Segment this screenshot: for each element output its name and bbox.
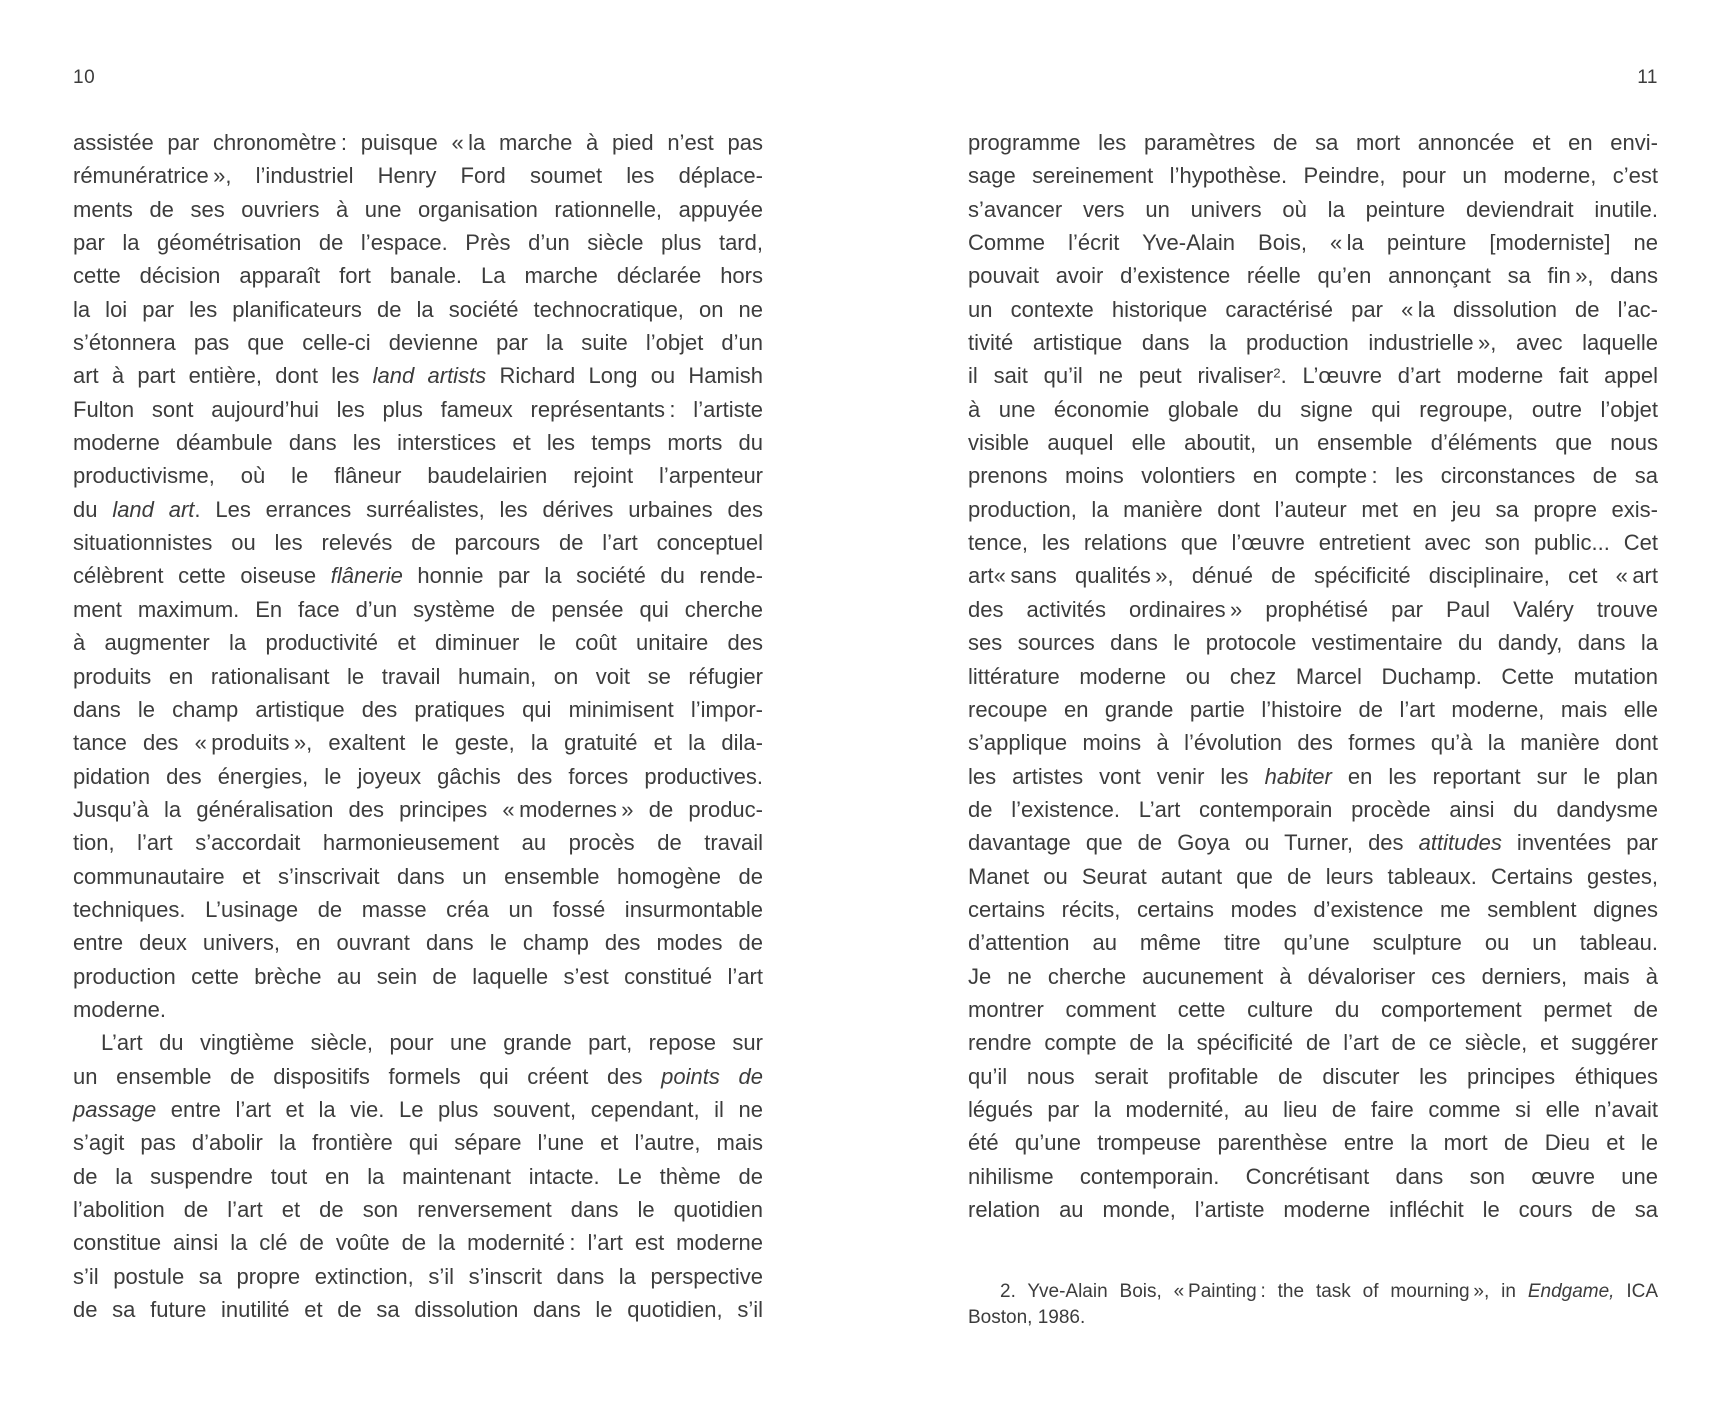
- text-line: qu’il nous serait profitable de discuter les principes éthiques: [968, 1063, 1658, 1089]
- text-line: visible auquel elle aboutit, un ensemble d’éléments que nous: [968, 430, 1658, 456]
- text-line: s’applique moins à l’évolution des formes qu’à la manière dont: [968, 730, 1658, 756]
- text-line: tence, les relations que l’œuvre entretient avec son public... Cet: [968, 530, 1658, 556]
- text-line: célèbrent cette oiseuse flânerie honnie par la société du rende-: [73, 563, 763, 589]
- text-line: s’avancer vers un univers où la peinture deviendrait inutile.: [968, 196, 1658, 222]
- text-line: nihilisme contemporain. Concrétisant dans son œuvre une: [968, 1163, 1658, 1189]
- footnote: [968, 1279, 1658, 1331]
- text-line: à augmenter la productivité et diminuer le coût unitaire des: [73, 630, 763, 656]
- text-line: produits en rationalisant le travail humain, on voit se réfugier: [73, 663, 763, 689]
- text-line: ments de ses ouvriers à une organisation rationnelle, appuyée: [73, 196, 763, 222]
- text-line: production, la manière dont l’auteur met en jeu sa propre exis-: [968, 496, 1658, 522]
- text-line: art« sans qualités », dénué de spécificité disciplinaire, cet « art: [968, 563, 1658, 589]
- text-line: montrer comment cette culture du comportement permet de: [968, 996, 1658, 1022]
- text-line: rémunératrice », l’industriel Henry Ford soumet les déplace-: [73, 163, 763, 189]
- text-line: ment maximum. En face d’un système de pensée qui cherche: [73, 596, 763, 622]
- text-line: certains récits, certains modes d’existence me semblent dignes: [968, 896, 1658, 922]
- text-line: Manet ou Seurat autant que de leurs tableaux. Certains gestes,: [968, 863, 1658, 889]
- text-line: tance des « produits », exaltent le geste, la gratuité et la dila-: [73, 730, 763, 756]
- text-line: s’agit pas d’abolir la frontière qui sépare l’une et l’autre, mais: [73, 1130, 763, 1156]
- text-line: l’abolition de l’art et de son renversement dans le quotidien: [73, 1197, 763, 1222]
- text-line: de l’existence. L’art contemporain procède ainsi du dandysme: [968, 796, 1658, 822]
- text-line: communautaire et s’inscrivait dans un ensemble homogène de: [73, 863, 763, 889]
- left-page-text-column: [73, 126, 763, 1326]
- text-line: il sait qu’il ne peut rivaliser$^2$. L’œuvre d’art moderne fait appel: [968, 363, 1659, 389]
- text-line: tion, l’art s’accordait harmonieusement au procès de travail: [73, 830, 763, 856]
- text-line: un ensemble de dispositifs formels qui créent des points de: [73, 1063, 763, 1089]
- text-line: constitue ainsi la clé de voûte de la modernité : l’art est moderne: [73, 1230, 763, 1256]
- text-line: Jusqu’à la généralisation des principes « modernes » de produc-: [73, 796, 763, 822]
- text-line: légués par la modernité, au lieu de faire comme si elle n’avait: [968, 1096, 1658, 1122]
- footnote-reference: 2: [1273, 366, 1281, 382]
- text-line: recoupe en grande partie l’histoire de l’art moderne, mais elle: [968, 696, 1658, 722]
- text-line: s’il postule sa propre extinction, s’il s’inscrit dans la perspective: [73, 1263, 763, 1289]
- text-line: Je ne cherche aucunement à dévaloriser ces derniers, mais à: [968, 963, 1658, 989]
- text-line: assistée par chronomètre : puisque « la marche à pied n’est pas: [73, 130, 763, 155]
- text-line: les artistes vont venir les habiter en les reportant sur le plan: [968, 763, 1658, 789]
- footnote-line: Boston, 1986.: [968, 1307, 1086, 1328]
- text-line: littérature moderne ou chez Marcel Duchamp. Cette mutation: [968, 663, 1658, 689]
- text-line: programme les paramètres de sa mort annoncée et en envi-: [968, 130, 1658, 155]
- text-line: par la géométrisation de l’espace. Près d’un siècle plus tard,: [73, 230, 763, 256]
- text-line: du land art. Les errances surréalistes, les dérives urbaines des: [73, 496, 763, 522]
- text-line: ses sources dans le protocole vestimentaire du dandy, dans la: [968, 630, 1658, 656]
- text-line: Fulton sont aujourd’hui les plus fameux représentants : l’artiste: [73, 396, 763, 422]
- text-line: pouvait avoir d’existence réelle qu’en annonçant sa fin », dans: [968, 263, 1658, 289]
- text-line: sage sereinement l’hypothèse. Peindre, pour un moderne, c’est: [968, 163, 1658, 189]
- text-line: entre deux univers, en ouvrant dans le champ des modes de: [73, 930, 763, 956]
- text-line: relation au monde, l’artiste moderne infléchit le cours de sa: [968, 1197, 1658, 1222]
- text-line: cette décision apparaît fort banale. La marche déclarée hors: [73, 263, 763, 289]
- text-line: moderne déambule dans les interstices et les temps morts du: [73, 430, 763, 456]
- text-line: d’attention au même titre qu’une sculpture ou un tableau.: [968, 930, 1658, 956]
- text-line: dans le champ artistique des pratiques qui minimisent l’impor-: [73, 696, 763, 722]
- page-number-right: 11: [1637, 67, 1658, 88]
- text-line: moderne.: [73, 996, 166, 1022]
- text-line: été qu’une trompeuse parenthèse entre la mort de Dieu et le: [968, 1130, 1658, 1156]
- text-line: pidation des énergies, le joyeux gâchis des forces productives.: [73, 763, 763, 789]
- text-line: Comme l’écrit Yve-Alain Bois, « la peinture [moderniste] ne: [968, 230, 1658, 256]
- text-line: art à part entière, dont les land artists Richard Long ou Hamish: [73, 363, 763, 389]
- page-number-left: 10: [73, 67, 96, 88]
- text-line: la loi par les planificateurs de la société technocratique, on ne: [73, 296, 763, 322]
- text-line: L’art du vingtième siècle, pour une grande part, repose sur: [101, 1030, 763, 1056]
- text-line: productivisme, où le flâneur baudelairien rejoint l’arpenteur: [73, 463, 763, 489]
- text-line: de sa future inutilité et de sa dissolution dans le quotidien, s’il: [73, 1297, 763, 1323]
- text-line: davantage que de Goya ou Turner, des attitudes inventées par: [968, 830, 1659, 856]
- text-line: des activités ordinaires » prophétisé par Paul Valéry trouve: [968, 596, 1658, 622]
- right-page-text-column: [968, 126, 1658, 1226]
- text-line: production cette brèche au sein de laquelle s’est constitué l’art: [73, 963, 763, 989]
- text-line: de la suspendre tout en la maintenant intacte. Le thème de: [73, 1163, 763, 1189]
- text-line: passage entre l’art et la vie. Le plus souvent, cependant, il ne: [73, 1096, 763, 1122]
- text-line: à une économie globale du signe qui regroupe, outre l’objet: [968, 396, 1658, 422]
- text-line: s’étonnera pas que celle-ci devienne par la suite l’objet d’un: [73, 330, 763, 356]
- text-line: techniques. L’usinage de masse créa un fossé insurmontable: [73, 896, 763, 922]
- text-line: prenons moins volontiers en compte : les circonstances de sa: [968, 463, 1658, 489]
- text-line: un contexte historique caractérisé par « la dissolution de l’ac-: [968, 296, 1658, 322]
- text-line: rendre compte de la spécificité de l’art de ce siècle, et suggérer: [968, 1030, 1658, 1056]
- footnote-line: 2. Yve-Alain Bois, « Painting : the task of mourning », in Endgame, ICA: [1000, 1281, 1659, 1302]
- text-line: tivité artistique dans la production industrielle », avec laquelle: [968, 330, 1658, 356]
- text-line: situationnistes ou les relevés de parcours de l’art conceptuel: [73, 530, 763, 556]
